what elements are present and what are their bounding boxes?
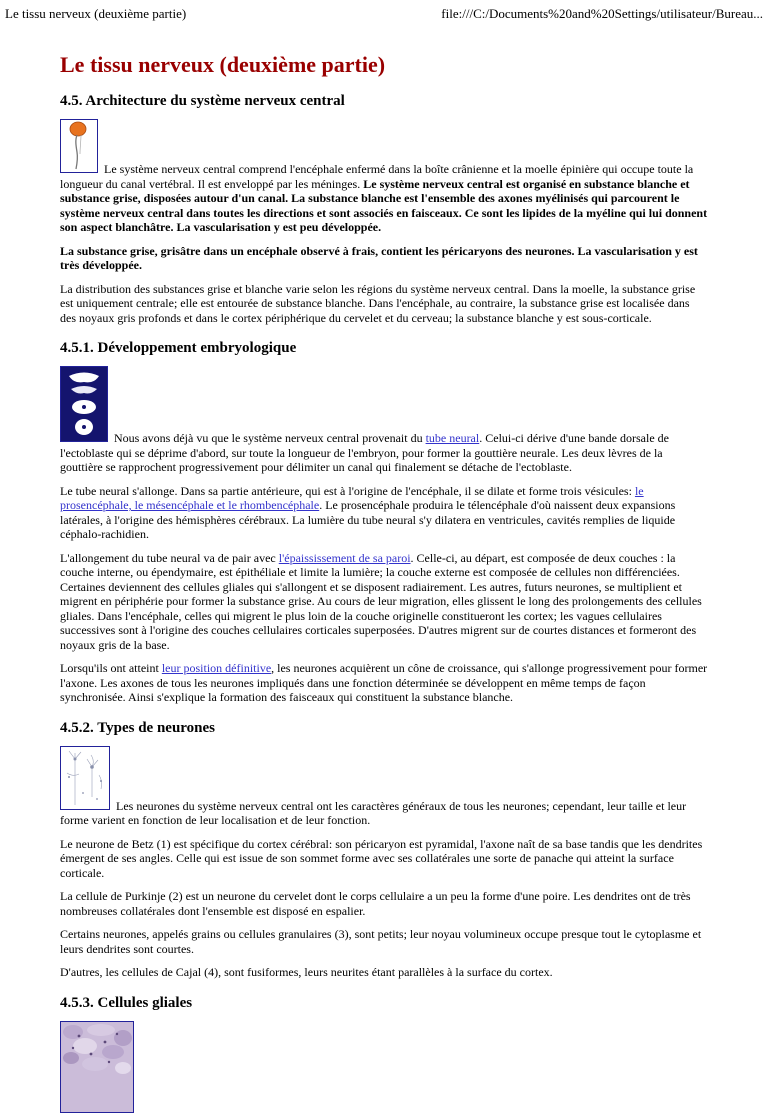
paragraph-text: Les neurones du système nerveux central ont les caractères généraux de tous les neurones; cependant, leur taille et leur forme varient en fonction de leur localisation et de leur fonction. — [60, 799, 686, 828]
text-run: . Le prosencéphale produira le télencéphale d'où naissent deux expansions latérales, à l'origine des hémisphères cérébraux. La lumière du tube neural s'y dilatera en ventricules, cavités remplies de liquide céphalo-rachidien. — [60, 498, 675, 541]
neurons-thumbnail-image[interactable] — [60, 746, 110, 810]
paragraph-text — [60, 431, 669, 474]
text-run: Le tube neural s'allonge. Dans sa partie antérieure, qui est à l'origine de l'encéphale, il se dilate et forme trois vésicules: — [60, 484, 635, 498]
text-run: Lorsqu'ils ont atteint — [60, 661, 162, 675]
paragraph-gliales-figure — [60, 1021, 708, 1116]
paragraph-neurones-intro — [60, 746, 708, 828]
paragraph-betz: Le neurone de Betz (1) est spécifique du cortex cérébral: son péricaryon est pyramidal, l'axone naît de sa base tandis que les dendrites émergent de ses angles. Celle qui est issue de son sommet forme avec ses collatérales une sorte de panache qui atteint la surface corticale. — [60, 837, 708, 881]
paragraph-text — [60, 162, 707, 234]
section-heading-4-5-3: 4.5.3. Cellules gliales — [60, 995, 708, 1012]
inline-link[interactable]: leur position définitive — [162, 661, 271, 675]
paragraph-substance-grise: La substance grise, grisâtre dans un encéphale observé à frais, contient les péricaryons des neurones. La vascularisation y est très développée. — [60, 244, 708, 273]
inline-link[interactable]: l'épaississement de sa paroi — [279, 551, 411, 565]
text-run: . Celle-ci, au départ, est composée de deux couches : la couche interne, ou épendymaire, est épithéliale et limite la lumière; la couche externe est composée de cellules non différenciées. Certaines deviennent des cellules gliales qui s'allongent et se disposent radiairement. Les autres, futurs neurones, se multiplient et migrent en périphérie pour former la substance grise. Au cours de leur migration, elles glissent le long des prolongements des cellules gliales. Dans l'encéphale, celles qui migrent le plus loin de la couche originelle constitueront les cortex; les vagues cellulaires successives sont à l'origine des couches cellulaires corticales superposées. D'autres migrent sur de courtes distances et formeront des noyaux gris de la base. — [60, 551, 702, 652]
architecture-thumbnail-image[interactable] — [60, 119, 98, 173]
paragraph-text — [60, 661, 707, 704]
bold-text: Le système nerveux central est organisé en substance blanche et substance grise, disposées autour d'un canal. La substance blanche est l'ensemble des axones myélinisés qui parcourent le système nerveux central dans toutes les directions et sont associés en faisceaux. Ce sont les lipides de la myéline qui lui donnent son aspect blanchâtre. La vascularisation y est peu développée. — [60, 177, 707, 235]
inline-link[interactable]: le prosencéphale, le mésencéphale et le rhombencéphale — [60, 484, 644, 513]
glial-cells-thumbnail-image[interactable] — [60, 1021, 134, 1113]
embryology-thumbnail-image[interactable] — [60, 366, 108, 442]
paragraph-purkinje: La cellule de Purkinje (2) est un neurone du cervelet dont le corps cellulaire a un peu la forme d'une poire. Les dendrites ont de très nombreuses collatérales dont l'ensemble est disposé en espalier. — [60, 889, 708, 918]
neuron-types-drawing — [61, 747, 109, 809]
text-run: , les neurones acquièrent un cône de croissance, qui s'allonge progressivement pour former l'axone. Les axones de tous les neurones impliqués dans une fonction déterminée se développent en même temps de façon synchronisée. Ainsi s'explique la formation des faisceaux qui constituent la substance blanche. — [60, 661, 707, 704]
print-header-url: file:///C:/Documents%20and%20Settings/utilisateur/Bureau... — [441, 6, 763, 22]
paragraph-tube-neural — [60, 366, 708, 475]
inline-link[interactable]: tube neural — [426, 431, 480, 445]
paragraph-text — [60, 551, 702, 652]
document-body — [60, 52, 708, 1116]
section-heading-4-5-2: 4.5.2. Types de neurones — [60, 720, 708, 737]
neural-tube-sections-drawing — [61, 367, 107, 441]
text-run: . Celui-ci dérive d'une bande dorsale de l'ectoblaste qui se déprime d'abord, sur toute la longueur de l'embryon, pour former la gouttière neurale. Les deux lèvres de la gouttière se rapprochent progressivement pour délimiter un canal qui finalement se détache de l'ectoblaste. — [60, 431, 669, 474]
glial-histology-image — [61, 1022, 133, 1112]
print-header — [0, 0, 768, 22]
paragraph-text — [60, 484, 675, 542]
print-header-title: Le tissu nerveux (deuxième partie) — [5, 6, 186, 22]
paragraph-grains: Certains neurones, appelés grains ou cellules granulaires (3), sont petits; leur noyau volumineux occupe presque tout le cytoplasme et leurs dendrites sont courtes. — [60, 927, 708, 956]
text-run: L'allongement du tube neural va de pair avec — [60, 551, 279, 565]
section-heading-4-5-1: 4.5.1. Développement embryologique — [60, 340, 708, 357]
brain-spinal-cord-drawing — [61, 120, 97, 172]
paragraph-epaississement — [60, 551, 708, 653]
paragraph-position-definitive — [60, 661, 708, 705]
text-run: Nous avons déjà vu que le système nerveux central provenait du — [114, 431, 426, 445]
paragraph-cajal: D'autres, les cellules de Cajal (4), sont fusiformes, leurs neurites étant parallèles à la surface du cortex. — [60, 965, 708, 980]
section-heading-4-5: 4.5. Architecture du système nerveux central — [60, 93, 708, 110]
paragraph-vesicules — [60, 484, 708, 542]
paragraph-architecture-intro — [60, 119, 708, 235]
paragraph-distribution: La distribution des substances grise et blanche varie selon les régions du système nerveux central. Dans la moelle, la substance grise est uniquement centrale; elle est entourée de substance blanche. Dans l'encéphale, au contraire, la substance grise est localisée dans des noyaux gris profonds et dans le cortex périphérique du cervelet et du cerveau; la substance blanche y est sous-corticale. — [60, 282, 708, 326]
page-title: Le tissu nerveux (deuxième partie) — [60, 52, 708, 78]
text-run: Le système nerveux central comprend l'encéphale enfermé dans la boîte crânienne et la moelle épinière qui occupe toute la longueur du canal vertébral. Il est enveloppé par les méninges. — [60, 162, 693, 191]
